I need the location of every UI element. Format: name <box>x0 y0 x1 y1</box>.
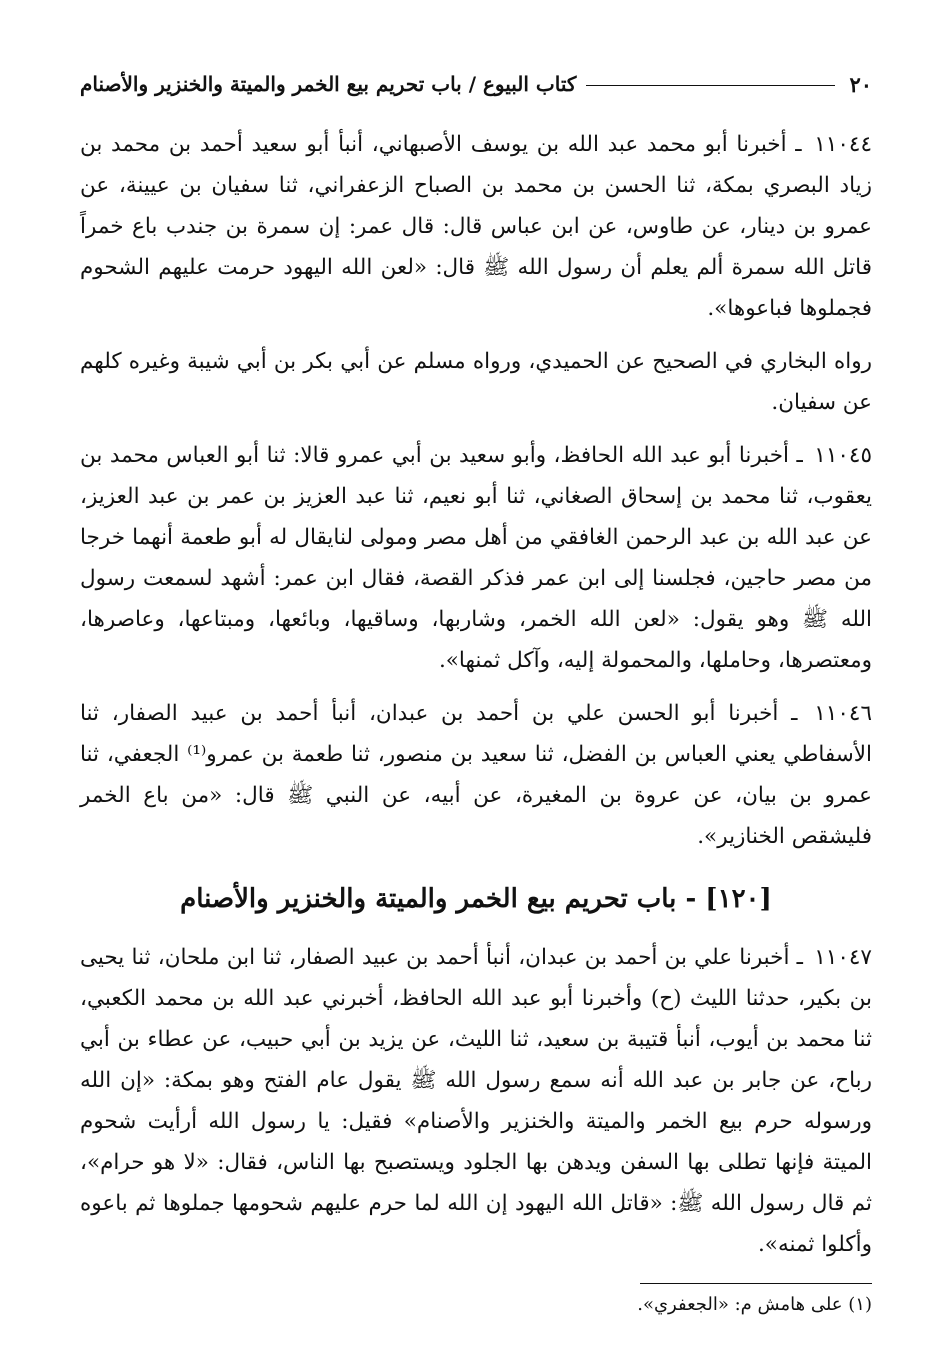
page-number: ٢٠ <box>849 71 872 97</box>
hadith-text: ـ أخبرنا أبو عبد الله الحافظ، وأبو سعيد بن أبي عمرو قالا: ثنا أبو العباس محمد بن يعقوب، ثنا محمد بن إسحاق الصغاني، ثنا أبو نعيم، ثنا عبد العزيز بن عمر بن عبد العزيز، عن عبد الله بن عبد الرحمن الغافقي من أهل مصر ومولى لنايقال له أبو طعمة أنهما خرجا من مصر حاجين، فجلسنا إلى ابن عمر فذكر القصة، فقال ابن عمر: أشهد لسمعت رسول الله ﷺ وهو يقول: «لعن الله الخمر، وشاربها، وساقيها، وبائعها، ومبتاعها، وعاصرها، ومعتصرها، وحاملها، والمحمولة إليه، وآكل ثمنها». <box>80 443 872 673</box>
footnote: (١) على هامش م: «الجعفري». <box>637 1294 872 1315</box>
page-header <box>80 60 872 108</box>
chapter-title: [١٢٠] - باب تحريم بيع الخمر والميتة والخنزير والأصنام <box>180 884 772 914</box>
hadith-paragraph <box>80 435 872 681</box>
footnote-rule <box>640 1283 872 1284</box>
hadith-number: ١١٠٤٦ <box>814 701 872 726</box>
commentary-paragraph <box>80 341 872 423</box>
running-title: كتاب البيوع / باب تحريم بيع الخمر والميتة والخنزير والأصنام <box>80 72 577 96</box>
hadith-text: ـ أخبرنا أبو محمد عبد الله بن يوسف الأصبهاني، أنبأ أبو سعيد أحمد بن محمد بن زياد البصري بمكة، ثنا الحسن بن محمد بن الصباح الزعفراني، ثنا سفيان بن عيينة، عن عمرو بن دينار، عن طاوس، عن ابن عباس قال: قال عمر: إن سمرة بن جندب باع خمراً قاتل الله سمرة ألم يعلم أن رسول الله ﷺ قال: «لعن الله اليهود حرمت عليهم الشحوم فجملوها فباعوها». <box>80 132 872 321</box>
commentary-text: رواه البخاري في الصحيح عن الحميدي، ورواه مسلم عن أبي بكر بن أبي شيبة وغيره كلهم عن سفيان. <box>80 349 872 415</box>
header-rule <box>586 85 835 86</box>
hadith-paragraph <box>80 124 872 329</box>
hadith-text: ـ أخبرنا علي بن أحمد بن عبدان، أنبأ أحمد بن عبيد الصفار، ثنا ابن ملحان، ثنا يحيى بن بكير، حدثنا الليث (ح) وأخبرنا أبو عبد الله الحافظ، أخبرني عبد الله بن محمد الكعبي، ثنا محمد بن أيوب، أنبأ قتيبة بن سعيد، ثنا الليث، عن يزيد بن أبي حبيب، عن عطاء بن أبي رباح، عن جابر بن عبد الله أنه سمع رسول الله ﷺ يقول عام الفتح وهو بمكة: «إن الله ورسوله حرم بيع الخمر والميتة والخنزير والأصنام» فقيل: يا رسول الله أرأيت شحوم الميتة فإنها تطلى بها السفن ويدهن بها الجلود ويستصبح بها الناس، فقال: «لا هو حرام»، ثم قال رسول الله ﷺ: «قاتل الله اليهود إن الله لما حرم عليهم شحومها جملوها ثم باعوه وأكلوا ثمنه». <box>80 945 872 1257</box>
hadith-text: ـ أخبرنا أبو الحسن علي بن أحمد بن عبدان، أنبأ أحمد بن عبيد الصفار، ثنا الأسفاطي يعني العباس بن الفضل، ثنا سعيد بن منصور، ثنا طعمة بن عمرو⁽¹⁾ الجعفي، ثنا عمرو بن بيان، عن عروة بن المغيرة، عن أبيه، عن النبي ﷺ قال: «من باع الخمر فليشقص الخنازير». <box>80 701 872 849</box>
hadith-paragraph <box>80 937 872 1265</box>
hadith-number: ١١٠٤٥ <box>814 443 873 468</box>
body-text <box>80 124 872 1320</box>
hadith-paragraph <box>80 693 872 857</box>
document-page <box>80 60 872 1350</box>
hadith-number: ١١٠٤٤ <box>814 132 872 157</box>
hadith-number: ١١٠٤٧ <box>814 945 872 970</box>
